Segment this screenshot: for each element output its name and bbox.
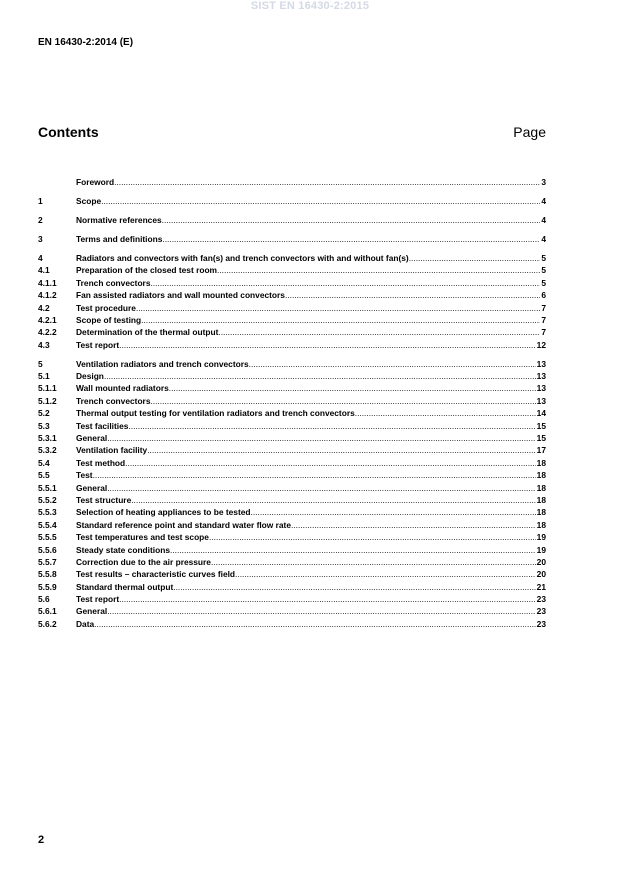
toc-entry[interactable] bbox=[38, 531, 546, 543]
toc-dot-leader bbox=[107, 482, 535, 494]
toc-entry[interactable] bbox=[38, 176, 546, 188]
toc-entry-page: 15 bbox=[536, 433, 546, 443]
toc-dot-leader bbox=[128, 420, 535, 432]
toc-entry-page: 18 bbox=[536, 457, 546, 468]
toc-entry-title: Wall mounted radiators bbox=[76, 383, 169, 394]
toc-entry[interactable] bbox=[38, 195, 546, 207]
toc-entry-number: 5 bbox=[38, 358, 43, 369]
toc-entry-page: 12 bbox=[536, 339, 546, 350]
toc-entry-number: 4.2 bbox=[38, 302, 50, 313]
toc-entry-title: Test bbox=[76, 470, 93, 481]
toc-entry-title: Test structure bbox=[76, 494, 132, 505]
toc-entry[interactable] bbox=[38, 556, 546, 568]
toc-entry-title: Test facilities bbox=[76, 420, 129, 431]
toc-dot-leader bbox=[136, 302, 540, 314]
toc-entry-page: 18 bbox=[536, 519, 546, 530]
watermark-text: SIST EN 16430-2:2015 bbox=[250, 0, 370, 12]
toc-entry-number: 5.5.8 bbox=[38, 569, 57, 580]
toc-dot-leader bbox=[169, 382, 536, 394]
toc-entry-title: General bbox=[76, 482, 108, 493]
toc-dot-leader bbox=[150, 277, 540, 289]
toc-entry[interactable] bbox=[38, 407, 546, 419]
toc-dot-leader bbox=[285, 289, 540, 301]
page-number: 2 bbox=[38, 834, 45, 846]
toc-dot-leader bbox=[211, 556, 536, 568]
toc-dot-leader bbox=[355, 407, 536, 419]
toc-entry-page: 17 bbox=[536, 445, 546, 456]
toc-entry-page: 4 bbox=[541, 195, 546, 206]
toc-entry-number: 4.3 bbox=[38, 339, 50, 350]
toc-entry-page: 15 bbox=[536, 420, 546, 431]
toc-entry[interactable] bbox=[38, 370, 546, 382]
toc-entry-title: Standard reference point and standard water flow rate bbox=[76, 519, 292, 530]
toc-entry-title: General bbox=[76, 433, 108, 443]
toc-entry-title: Data bbox=[76, 618, 95, 629]
toc-entry-number: 5.5.7 bbox=[38, 556, 57, 567]
toc-entry-title: Terms and definitions bbox=[76, 233, 163, 244]
toc-entry-page: 21 bbox=[536, 581, 546, 592]
toc-entry[interactable] bbox=[38, 544, 546, 556]
toc-entry-page: 18 bbox=[536, 470, 546, 481]
contents-title: Contents bbox=[38, 124, 99, 140]
toc-entry-page: 7 bbox=[541, 314, 546, 325]
toc-entry[interactable] bbox=[38, 519, 546, 531]
toc-entry[interactable] bbox=[38, 444, 546, 456]
toc-dot-leader bbox=[209, 531, 536, 543]
toc-entry-number: 5.2 bbox=[38, 408, 50, 419]
toc-dot-leader bbox=[249, 358, 536, 370]
toc-entry-title: Thermal output testing for ventilation radiators and trench convectors bbox=[76, 408, 355, 419]
toc-entry-title: Test temperatures and test scope bbox=[76, 532, 209, 543]
toc-entry[interactable] bbox=[38, 277, 546, 289]
toc-entry-page: 23 bbox=[536, 606, 546, 617]
toc-dot-leader bbox=[119, 339, 536, 351]
toc-entry-number: 5.5.6 bbox=[38, 544, 57, 555]
toc-entry-page: 13 bbox=[536, 383, 546, 394]
toc-entry-number: 5.1.2 bbox=[38, 395, 57, 406]
toc-dot-leader bbox=[131, 494, 535, 506]
toc-entry-page: 5 bbox=[541, 252, 546, 263]
toc-dot-leader bbox=[235, 568, 536, 580]
toc-entry[interactable] bbox=[38, 605, 546, 617]
toc-entry-page: 18 bbox=[536, 507, 546, 518]
toc-entry[interactable] bbox=[38, 432, 546, 444]
toc-dot-leader bbox=[101, 195, 540, 207]
toc-entry-number: 5.5.3 bbox=[38, 507, 57, 518]
toc-dot-leader bbox=[147, 444, 535, 456]
toc-entry-page: 13 bbox=[536, 395, 546, 406]
toc-entry-number: 5.3.2 bbox=[38, 445, 57, 456]
toc-entry-number: 5.5.9 bbox=[38, 581, 57, 592]
toc-entry-title: Scope of testing bbox=[76, 314, 142, 325]
toc-dot-leader bbox=[141, 314, 540, 326]
toc-entry-title: Determination of the thermal output bbox=[76, 327, 219, 338]
toc-entry-number: 4 bbox=[38, 252, 43, 263]
toc-dot-leader bbox=[291, 519, 536, 531]
table-of-contents bbox=[38, 176, 546, 630]
toc-entry-title: Standard thermal output bbox=[76, 581, 174, 592]
toc-entry-page: 5 bbox=[541, 277, 546, 288]
toc-entry-number: 5.5.1 bbox=[38, 482, 57, 493]
toc-entry[interactable] bbox=[38, 382, 546, 394]
toc-entry-title: Ventilation radiators and trench convectors bbox=[76, 358, 249, 369]
toc-entry-title: Fan assisted radiators and wall mounted convectors bbox=[76, 290, 285, 301]
toc-entry[interactable] bbox=[38, 233, 546, 245]
toc-entry-title: Test method bbox=[76, 457, 126, 468]
toc-entry-number: 5.5.4 bbox=[38, 519, 57, 530]
toc-entry-title: Foreword bbox=[76, 177, 115, 187]
toc-dot-leader bbox=[251, 506, 536, 518]
toc-entry-page: 23 bbox=[536, 618, 546, 629]
toc-entry[interactable] bbox=[38, 289, 546, 301]
document-id: EN 16430-2:2014 (E) bbox=[38, 37, 134, 48]
toc-entry[interactable] bbox=[38, 568, 546, 580]
toc-entry[interactable] bbox=[38, 302, 546, 314]
toc-entry[interactable] bbox=[38, 314, 546, 326]
toc-entry-number: 4.1.2 bbox=[38, 290, 57, 301]
toc-entry[interactable] bbox=[38, 494, 546, 506]
page-column-label: Page bbox=[513, 124, 546, 140]
toc-entry-number: 5.6.2 bbox=[38, 618, 57, 629]
toc-entry[interactable] bbox=[38, 457, 546, 469]
toc-entry-number: 5.5 bbox=[38, 470, 50, 481]
toc-entry-page: 23 bbox=[536, 594, 546, 605]
toc-entry[interactable] bbox=[38, 482, 546, 494]
toc-entry-page: 18 bbox=[536, 494, 546, 505]
toc-entry-page: 4 bbox=[541, 233, 546, 244]
toc-entry-page: 13 bbox=[536, 358, 546, 369]
toc-entry-number: 4.2.1 bbox=[38, 314, 57, 325]
toc-dot-leader bbox=[218, 326, 540, 338]
toc-entry-number: 1 bbox=[38, 195, 43, 206]
toc-dot-leader bbox=[94, 618, 536, 630]
toc-entry-number: 5.6.1 bbox=[38, 606, 57, 617]
toc-entry-number: 4.1.1 bbox=[38, 277, 57, 288]
toc-dot-leader bbox=[217, 264, 540, 276]
toc-entry-number: 5.1 bbox=[38, 371, 50, 382]
toc-entry-page: 19 bbox=[536, 544, 546, 555]
toc-entry-page: 3 bbox=[541, 177, 546, 187]
toc-entry-number: 3 bbox=[38, 233, 43, 244]
toc-entry-number: 5.6 bbox=[38, 594, 50, 605]
toc-entry[interactable] bbox=[38, 339, 546, 351]
toc-entry-page: 20 bbox=[536, 556, 546, 567]
toc-entry-page: 6 bbox=[541, 290, 546, 301]
toc-entry[interactable] bbox=[38, 214, 546, 226]
toc-entry-title: Test report bbox=[76, 594, 120, 605]
toc-entry-number: 5.5.2 bbox=[38, 494, 57, 505]
toc-entry-number: 4.1 bbox=[38, 265, 50, 276]
toc-dot-leader bbox=[119, 593, 536, 605]
toc-entry[interactable] bbox=[38, 326, 546, 338]
toc-entry-title: Scope bbox=[76, 195, 102, 206]
toc-entry-page: 7 bbox=[541, 302, 546, 313]
toc-entry-page: 13 bbox=[536, 371, 546, 382]
toc-entry-number: 5.5.5 bbox=[38, 532, 57, 543]
toc-dot-leader bbox=[125, 457, 536, 469]
toc-entry[interactable] bbox=[38, 593, 546, 605]
toc-entry[interactable] bbox=[38, 506, 546, 518]
toc-entry-page: 19 bbox=[536, 532, 546, 543]
toc-entry-title: Trench convectors bbox=[76, 277, 151, 288]
toc-entry[interactable] bbox=[38, 252, 546, 264]
toc-entry-page: 7 bbox=[541, 327, 546, 338]
toc-dot-leader bbox=[107, 605, 535, 617]
toc-entry[interactable] bbox=[38, 264, 546, 276]
toc-entry[interactable] bbox=[38, 581, 546, 593]
toc-entry-number: 5.1.1 bbox=[38, 383, 57, 394]
toc-dot-leader bbox=[162, 233, 540, 245]
toc-entry-title: Correction due to the air pressure bbox=[76, 556, 211, 567]
toc-entry-number: 5.3.1 bbox=[38, 433, 57, 443]
toc-entry-number: 5.4 bbox=[38, 457, 50, 468]
toc-entry-title: Design bbox=[76, 371, 104, 382]
toc-entry-title: Preparation of the closed test room bbox=[76, 265, 218, 276]
toc-entry-title: Radiators and convectors with fan(s) and trench convectors with and without fan(s) bbox=[76, 252, 409, 263]
toc-entry-title: Test procedure bbox=[76, 302, 136, 313]
toc-entry-title: Selection of heating appliances to be tested bbox=[76, 507, 251, 518]
toc-entry-page: 14 bbox=[536, 408, 546, 419]
toc-entry[interactable] bbox=[38, 420, 546, 432]
toc-dot-leader bbox=[104, 370, 536, 382]
toc-entry[interactable] bbox=[38, 469, 546, 481]
toc-dot-leader bbox=[93, 469, 536, 481]
toc-entry-title: Ventilation facility bbox=[76, 445, 148, 456]
toc-dot-leader bbox=[162, 214, 541, 226]
toc-entry-page: 5 bbox=[541, 265, 546, 276]
toc-entry-title: Normative references bbox=[76, 214, 162, 225]
toc-entry[interactable] bbox=[38, 618, 546, 630]
toc-entry-page: 4 bbox=[541, 214, 546, 225]
toc-entry-number: 5.3 bbox=[38, 420, 50, 431]
toc-entry-title: Test report bbox=[76, 339, 120, 350]
toc-dot-leader bbox=[409, 252, 541, 264]
toc-entry-number: 4.2.2 bbox=[38, 327, 57, 338]
toc-entry[interactable] bbox=[38, 395, 546, 407]
toc-entry-title: General bbox=[76, 606, 108, 617]
toc-entry-page: 18 bbox=[536, 482, 546, 493]
toc-entry-title: Test results – characteristic curves field bbox=[76, 569, 236, 580]
toc-dot-leader bbox=[173, 581, 535, 593]
toc-dot-leader bbox=[150, 395, 535, 407]
toc-dot-leader bbox=[114, 176, 540, 188]
toc-entry-number: 2 bbox=[38, 214, 43, 225]
toc-entry[interactable] bbox=[38, 358, 546, 370]
toc-entry-page: 20 bbox=[536, 569, 546, 580]
toc-entry-title: Steady state conditions bbox=[76, 544, 171, 555]
toc-entry-title: Trench convectors bbox=[76, 395, 151, 406]
toc-dot-leader bbox=[107, 432, 535, 444]
toc-dot-leader bbox=[170, 544, 536, 556]
